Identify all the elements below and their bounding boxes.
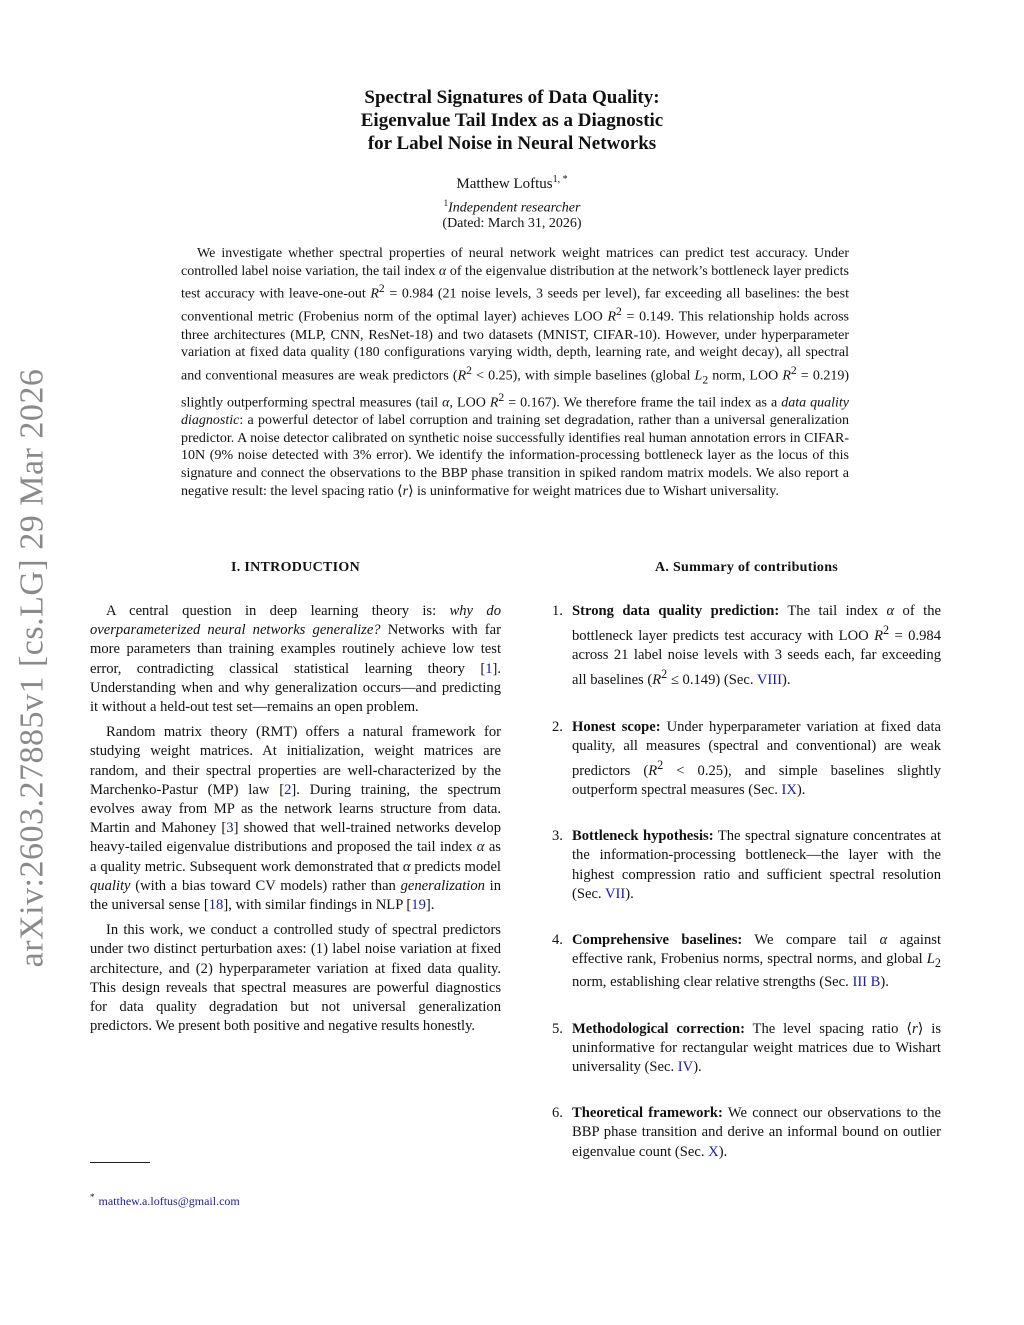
citation-link[interactable]: 18 [208, 897, 224, 914]
abstract: We investigate whether spectral properties of neural network weight matrices can predict test accuracy. Under controlled label noise variation, the tail index α of the eigenvalue distribution at the network’s bottleneck layer predicts test accuracy with leave-one-out $R^2 = 0.984$ (21 noise levels, 3 seeds per level), far exceeding all baselines: the best conventional metric (Frobenius norm of the optimal layer) achieves LOO $R^2 = 0.149$. This relationship holds across three architectures (MLP, CNN, ResNet-18) and two datasets (MNIST, CIFAR-10). However, under hyperparameter variation at fixed data quality (180 configurations varying width, depth, learning rate, and weight decay), all spectral and conventional measures are weak predictors $(R^2 < 0.25)$, with simple baselines (global $L_2$ norm, LOO $R^2 = 0.219$) slightly outperforming spectral measures (tail α, LOO $R^2 = 0.167$). We therefore frame the tail index as a data quality diagnostic: a powerful detector of label corruption and training set degradation, rather than a universal generalization predictor. A noise detector calibrated on synthetic noise successfully identifies real human annotation errors in CIFAR-10N (9% noise detected with 3% error). We identify the information-processing bottleneck layer as the locus of this signature and connect the observations to the BBP phase transition in spiked random matrix models. We also report a negative result: the level spacing ratio ⟨r⟩ is uninformative for weight matrices due to Wishart universality. [181, 246, 850, 499]
item-lead: Comprehensive baselines: [572, 932, 743, 949]
section-link[interactable]: III B [852, 974, 881, 991]
affiliation-text: Independent researcher [448, 200, 581, 216]
item-number: 6. [552, 1105, 563, 1122]
author-name: Matthew Loftus [456, 176, 553, 192]
section-link[interactable]: VIII [756, 672, 782, 689]
citation-link[interactable]: 2 [284, 781, 292, 798]
item-lead: Strong data quality prediction: [572, 603, 780, 619]
author [0, 174, 1024, 193]
footnote [90, 1192, 240, 1209]
title-line: Eigenvalue Tail Index as a Diagnostic [360, 110, 664, 131]
item-number: 5. [552, 1020, 563, 1037]
email-link[interactable]: matthew.a.loftus@gmail.com [98, 1194, 240, 1208]
citation-link[interactable]: 1 [485, 660, 493, 677]
footnote-mark: * [90, 1192, 95, 1202]
title-line: Spectral Signatures of Data Quality: [364, 87, 660, 108]
list-item: 2. Honest scope: Under hyperparameter variation at fixed data quality, all measures (spectral and conventional) are weak predictors $(R^2 < 0.25)$, and simple baselines slightly outperform spectral measures (Sec. IX). [552, 718, 941, 798]
paper-title [0, 86, 1024, 155]
list-item: 5. Methodological correction: The level spacing ratio ⟨r⟩ is uninformative for rectangular weight matrices due to Wishart universality (Sec. IV). [552, 1020, 942, 1075]
list-item: 4. Comprehensive baselines: We compare tail α against effective rank, Frobenius norms, spectral norms, and global $L_2$ norm, establishing clear relative strengths (Sec. III B). [552, 932, 941, 991]
intro-paragraph-1: A central question in deep learning theory is: why do overparameterized neural networks generalize? Networks with far more parameters than training examples routinely achieve low test error, contradicting classical statistical learning theory [1]. Understanding when and why generalization occurs—and predicting it without a held-out test set—remains an open problem. [90, 603, 501, 716]
left-column [90, 560, 501, 1042]
list-item: 3. Bottleneck hypothesis: The spectral signature concentrates at the information-processing bottleneck—the layer with the highest compression ratio and sufficient spectral resolution (Sec. VII). [552, 828, 941, 902]
dated-line: (Dated: March 31, 2026) [442, 216, 582, 231]
citation-link[interactable]: 19 [411, 897, 426, 914]
item-number: 1. [552, 603, 563, 619]
affiliation-mark: 1 [443, 198, 449, 208]
section-link[interactable]: IV [677, 1058, 694, 1075]
contributions-list [552, 602, 941, 1162]
section-heading-introduction: I. INTRODUCTION [231, 560, 360, 575]
item-lead: Methodological correction: [572, 1020, 745, 1037]
title-line: for Label Noise in Neural Networks [367, 133, 657, 154]
affiliation [0, 198, 1024, 217]
item-lead: Theoretical framework: [572, 1105, 723, 1122]
author-marks: 1, * [552, 174, 568, 185]
footnote-rule [90, 1162, 150, 1163]
item-number: 3. [552, 828, 563, 845]
item-number: 2. [552, 718, 563, 735]
section-link[interactable]: VII [604, 885, 626, 902]
intro-paragraph-3: In this work, we conduct a controlled study of spectral predictors under two distinct perturbation axes: (1) label noise variation at fixed architecture, and (2) hyperparameter variation at fixed data quality. This design reveals that spectral measures are powerful diagnostics for data quality degradation but not universal generalization predictors. We present both positive and negative results honestly. [90, 922, 501, 1035]
right-column [552, 560, 941, 1189]
section-link[interactable]: X [708, 1143, 719, 1160]
item-lead: Bottleneck hypothesis: [572, 828, 714, 845]
arxiv-identifier: arXiv:2603.27885v1 [cs.LG] 29 Mar 2026 [13, 368, 51, 968]
item-lead: Honest scope: [572, 718, 661, 735]
list-item: 1. Strong data quality prediction: The tail index α of the bottleneck layer predicts test accuracy with LOO $R^2 = 0.984$ across 21 label noise levels with 3 seeds each, far exceeding all baselines $(R^2 \le 0.149)$ (Sec. VIII). [552, 603, 941, 689]
section-link[interactable]: IX [781, 782, 797, 798]
list-item: 6. Theoretical framework: We connect our observations to the BBP phase transition and derive an informal bound on outlier eigenvalue count (Sec. X). [552, 1105, 941, 1160]
intro-paragraph-2: Random matrix theory (RMT) offers a natural framework for studying weight matrices. At initialization, weight matrices are random, and their spectral properties are well-characterized by the Marchenko-Pastur (MP) law [2]. During training, the spectrum evolves away from MP as the network learns structure from data. Martin and Mahoney [3] showed that well-trained networks develop heavy-tailed eigenvalue distributions and proposed the tail index α as a quality metric. Subsequent work demonstrated that α predicts model quality (with a bias toward CV models) rather than generalization in the universal sense [18], with similar findings in NLP [19]. [90, 724, 501, 914]
citation-link[interactable]: 3 [226, 820, 234, 837]
item-number: 4. [552, 932, 563, 949]
section-heading-summary: A. Summary of contributions [654, 560, 839, 575]
